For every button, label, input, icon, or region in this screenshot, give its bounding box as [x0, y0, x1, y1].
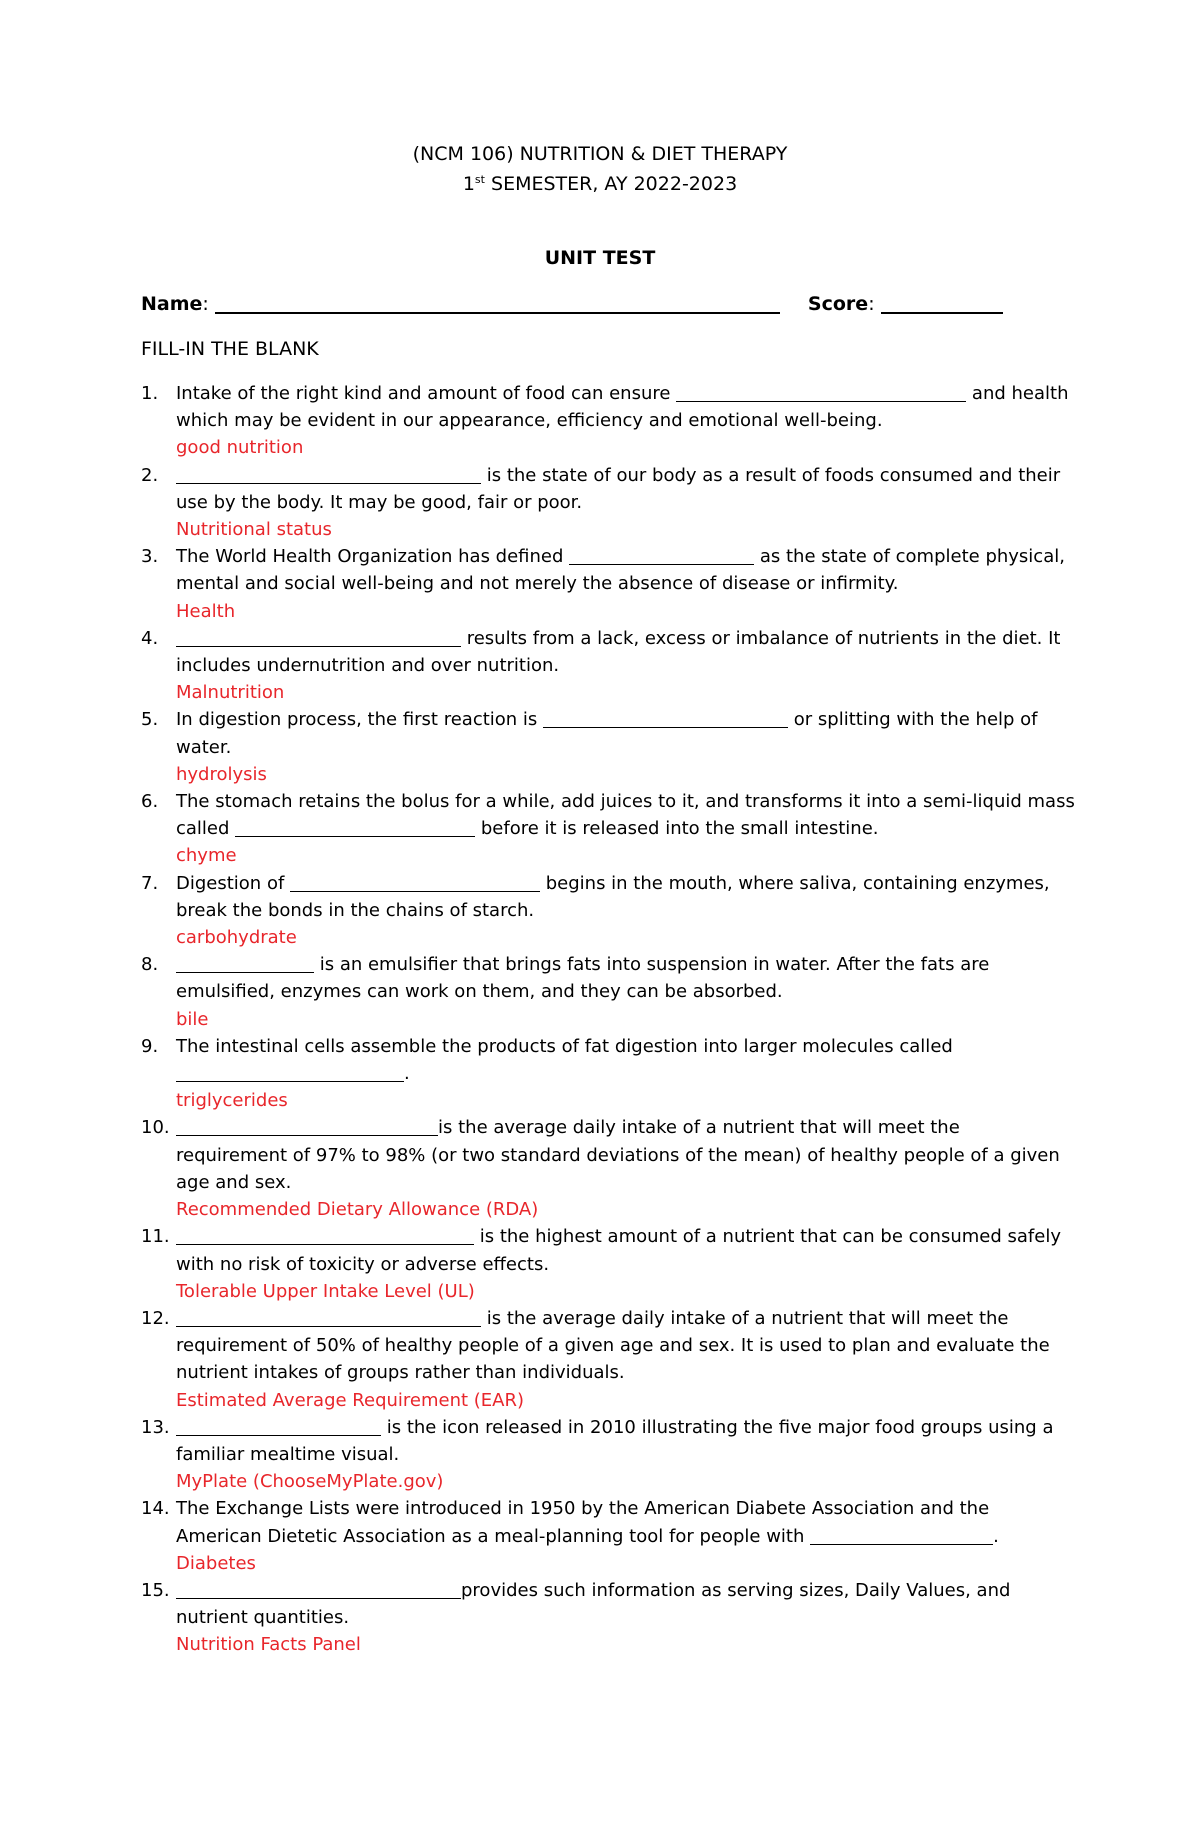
question-item	[0, 870, 1076, 952]
answer-key: hydrolysis	[176, 763, 267, 785]
question-item	[0, 706, 1076, 788]
answer-blank[interactable]	[290, 873, 540, 892]
question-item	[0, 1495, 1076, 1577]
semester-line	[0, 173, 1200, 195]
question-text-before: The World Health Organization has defined	[176, 546, 570, 568]
answer-blank[interactable]	[235, 818, 475, 837]
name-score-row	[141, 292, 1003, 315]
answer-key: good nutrition	[176, 437, 304, 459]
question-text-after: is an emulsifier that brings fats into suspension in water. After the fats are emulsified, enzymes can work on them, and they can be absorbed.	[176, 954, 990, 1003]
question-text-after: is the state of our body as a result of foods consumed and their use by the body. It may be good, fair or poor.	[176, 464, 1061, 513]
question-item	[0, 543, 1076, 625]
question-number: 6.	[141, 791, 159, 813]
question-text-after: .	[404, 1063, 410, 1085]
question-list	[0, 380, 1200, 1659]
question-text	[176, 706, 1076, 760]
question-item	[0, 951, 1076, 1033]
question-text-after: and health which may be evident in our appearance, efficiency and emotional well-being.	[176, 383, 1069, 432]
question-item	[0, 1577, 1076, 1659]
answer-blank[interactable]	[810, 1526, 993, 1545]
question-text	[176, 788, 1076, 842]
answer-blank[interactable]	[543, 709, 788, 728]
question-text	[176, 625, 1076, 679]
question-text-after: as the state of complete physical, mental and social well-being and not merely the absence of disease or infirmity.	[176, 546, 1065, 595]
name-colon: :	[202, 293, 209, 315]
question-text	[176, 1495, 1076, 1549]
question-text	[176, 543, 1076, 597]
answer-key: Health	[176, 600, 236, 622]
answer-key: triglycerides	[176, 1090, 288, 1112]
question-text	[176, 1033, 1076, 1087]
answer-key: Nutrition Facts Panel	[176, 1634, 361, 1656]
question-item	[0, 462, 1076, 544]
question-text	[176, 1223, 1076, 1277]
question-item	[0, 625, 1076, 707]
question-item	[0, 788, 1076, 870]
answer-key: Tolerable Upper Intake Level (UL)	[176, 1280, 475, 1302]
score-colon: :	[868, 293, 875, 315]
question-number: 12.	[141, 1307, 170, 1329]
question-number: 14.	[141, 1498, 170, 1520]
question-text-after: is the average daily intake of a nutrient that will meet the requirement of 97% to 98% (or two standard deviations of the mean) of healthy people of a given age and sex.	[176, 1117, 1060, 1193]
question-text	[176, 380, 1076, 434]
answer-blank[interactable]	[176, 1117, 438, 1136]
question-number: 7.	[141, 872, 159, 894]
question-item	[0, 1033, 1076, 1115]
question-text	[176, 1114, 1076, 1196]
answer-key: Recommended Dietary Allowance (RDA)	[176, 1199, 539, 1221]
answer-blank[interactable]	[176, 954, 314, 973]
answer-blank[interactable]	[176, 1063, 404, 1082]
semester-text: SEMESTER, AY 2022-2023	[484, 173, 738, 195]
question-text	[176, 870, 1076, 924]
question-text	[176, 462, 1076, 516]
answer-blank[interactable]	[176, 1226, 474, 1245]
name-label: Name	[141, 293, 203, 315]
name-field[interactable]	[215, 292, 780, 314]
question-text-before: Digestion of	[176, 872, 291, 894]
question-text-after: or splitting with the help of water.	[176, 709, 1038, 758]
course-title: (NCM 106) NUTRITION & DIET THERAPY	[412, 143, 788, 165]
answer-key: Malnutrition	[176, 682, 285, 704]
question-text-before: The intestinal cells assemble the products of fat digestion into larger molecules called	[176, 1035, 953, 1057]
question-text-after: .	[993, 1525, 999, 1547]
score-field[interactable]	[881, 292, 1003, 314]
answer-key: Nutritional status	[176, 519, 332, 541]
question-item	[0, 380, 1076, 462]
question-number: 10.	[141, 1117, 170, 1139]
question-text	[176, 1414, 1076, 1468]
question-text-before: Intake of the right kind and amount of food can ensure	[176, 383, 677, 404]
question-number: 15.	[141, 1579, 170, 1601]
answer-key: bile	[176, 1008, 209, 1030]
question-item	[0, 1305, 1076, 1414]
question-text-after: is the icon released in 2010 illustrating the five major food groups using a familiar mealtime visual.	[176, 1416, 1054, 1465]
question-text	[176, 1305, 1076, 1387]
question-number: 1.	[141, 383, 159, 404]
question-item	[0, 1223, 1076, 1305]
answer-blank[interactable]	[676, 383, 966, 402]
answer-key: chyme	[176, 845, 237, 867]
question-text-after: begins in the mouth, where saliva, containing enzymes, break the bonds in the chains of starch.	[176, 872, 1050, 921]
question-text-before: The Exchange Lists were introduced in 1950 by the American Diabete Association and the American Dietetic Association as a meal-planning tool for people with	[176, 1498, 990, 1547]
score-label: Score	[807, 293, 869, 315]
question-text-after: is the highest amount of a nutrient that can be consumed safely with no risk of toxicity or adverse effects.	[176, 1226, 1061, 1275]
question-text-after: is the average daily intake of a nutrient that will meet the requirement of 50% of healthy people of a given age and sex. It is used to plan and evaluate the nutrient intakes of groups rather than individuals.	[176, 1307, 1050, 1384]
question-number: 2.	[141, 464, 159, 486]
question-item	[0, 1114, 1076, 1223]
question-text-after: results from a lack, excess or imbalance of nutrients in the diet. It includes undernutrition and over nutrition.	[176, 627, 1061, 677]
question-number: 5.	[141, 709, 159, 731]
question-number: 4.	[141, 627, 159, 649]
answer-blank[interactable]	[176, 1417, 381, 1436]
question-text-before: In digestion process, the first reaction is	[176, 709, 544, 731]
answer-key: Diabetes	[176, 1552, 256, 1574]
answer-key: carbohydrate	[176, 927, 297, 949]
answer-blank[interactable]	[569, 546, 754, 565]
question-text	[176, 951, 1076, 1005]
answer-blank[interactable]	[176, 1580, 461, 1599]
answer-blank[interactable]	[176, 465, 481, 484]
answer-blank[interactable]	[176, 1308, 481, 1327]
semester-number: 1	[462, 173, 475, 195]
section-title: FILL-IN THE BLANK	[141, 338, 319, 360]
question-item	[0, 1414, 1076, 1496]
question-text-after: before it is released into the small intestine.	[475, 818, 879, 840]
semester-ordinal: st	[474, 173, 485, 186]
question-text	[176, 1577, 1076, 1631]
question-number: 9.	[141, 1035, 159, 1057]
question-number: 11.	[141, 1226, 170, 1248]
question-number: 13.	[141, 1416, 170, 1438]
answer-key: Estimated Average Requirement (EAR)	[176, 1389, 525, 1411]
question-number: 8.	[141, 954, 159, 976]
answer-key: MyPlate (ChooseMyPlate.gov)	[176, 1471, 444, 1493]
test-title: UNIT TEST	[544, 247, 656, 269]
question-number: 3.	[141, 546, 159, 568]
question-text-after: provides such information as serving sizes, Daily Values, and nutrient quantities.	[176, 1579, 1011, 1629]
question-text-before: The stomach retains the bolus for a while, add juices to it, and transforms it into a semi-liquid mass called	[176, 791, 1075, 840]
answer-blank[interactable]	[176, 628, 461, 647]
